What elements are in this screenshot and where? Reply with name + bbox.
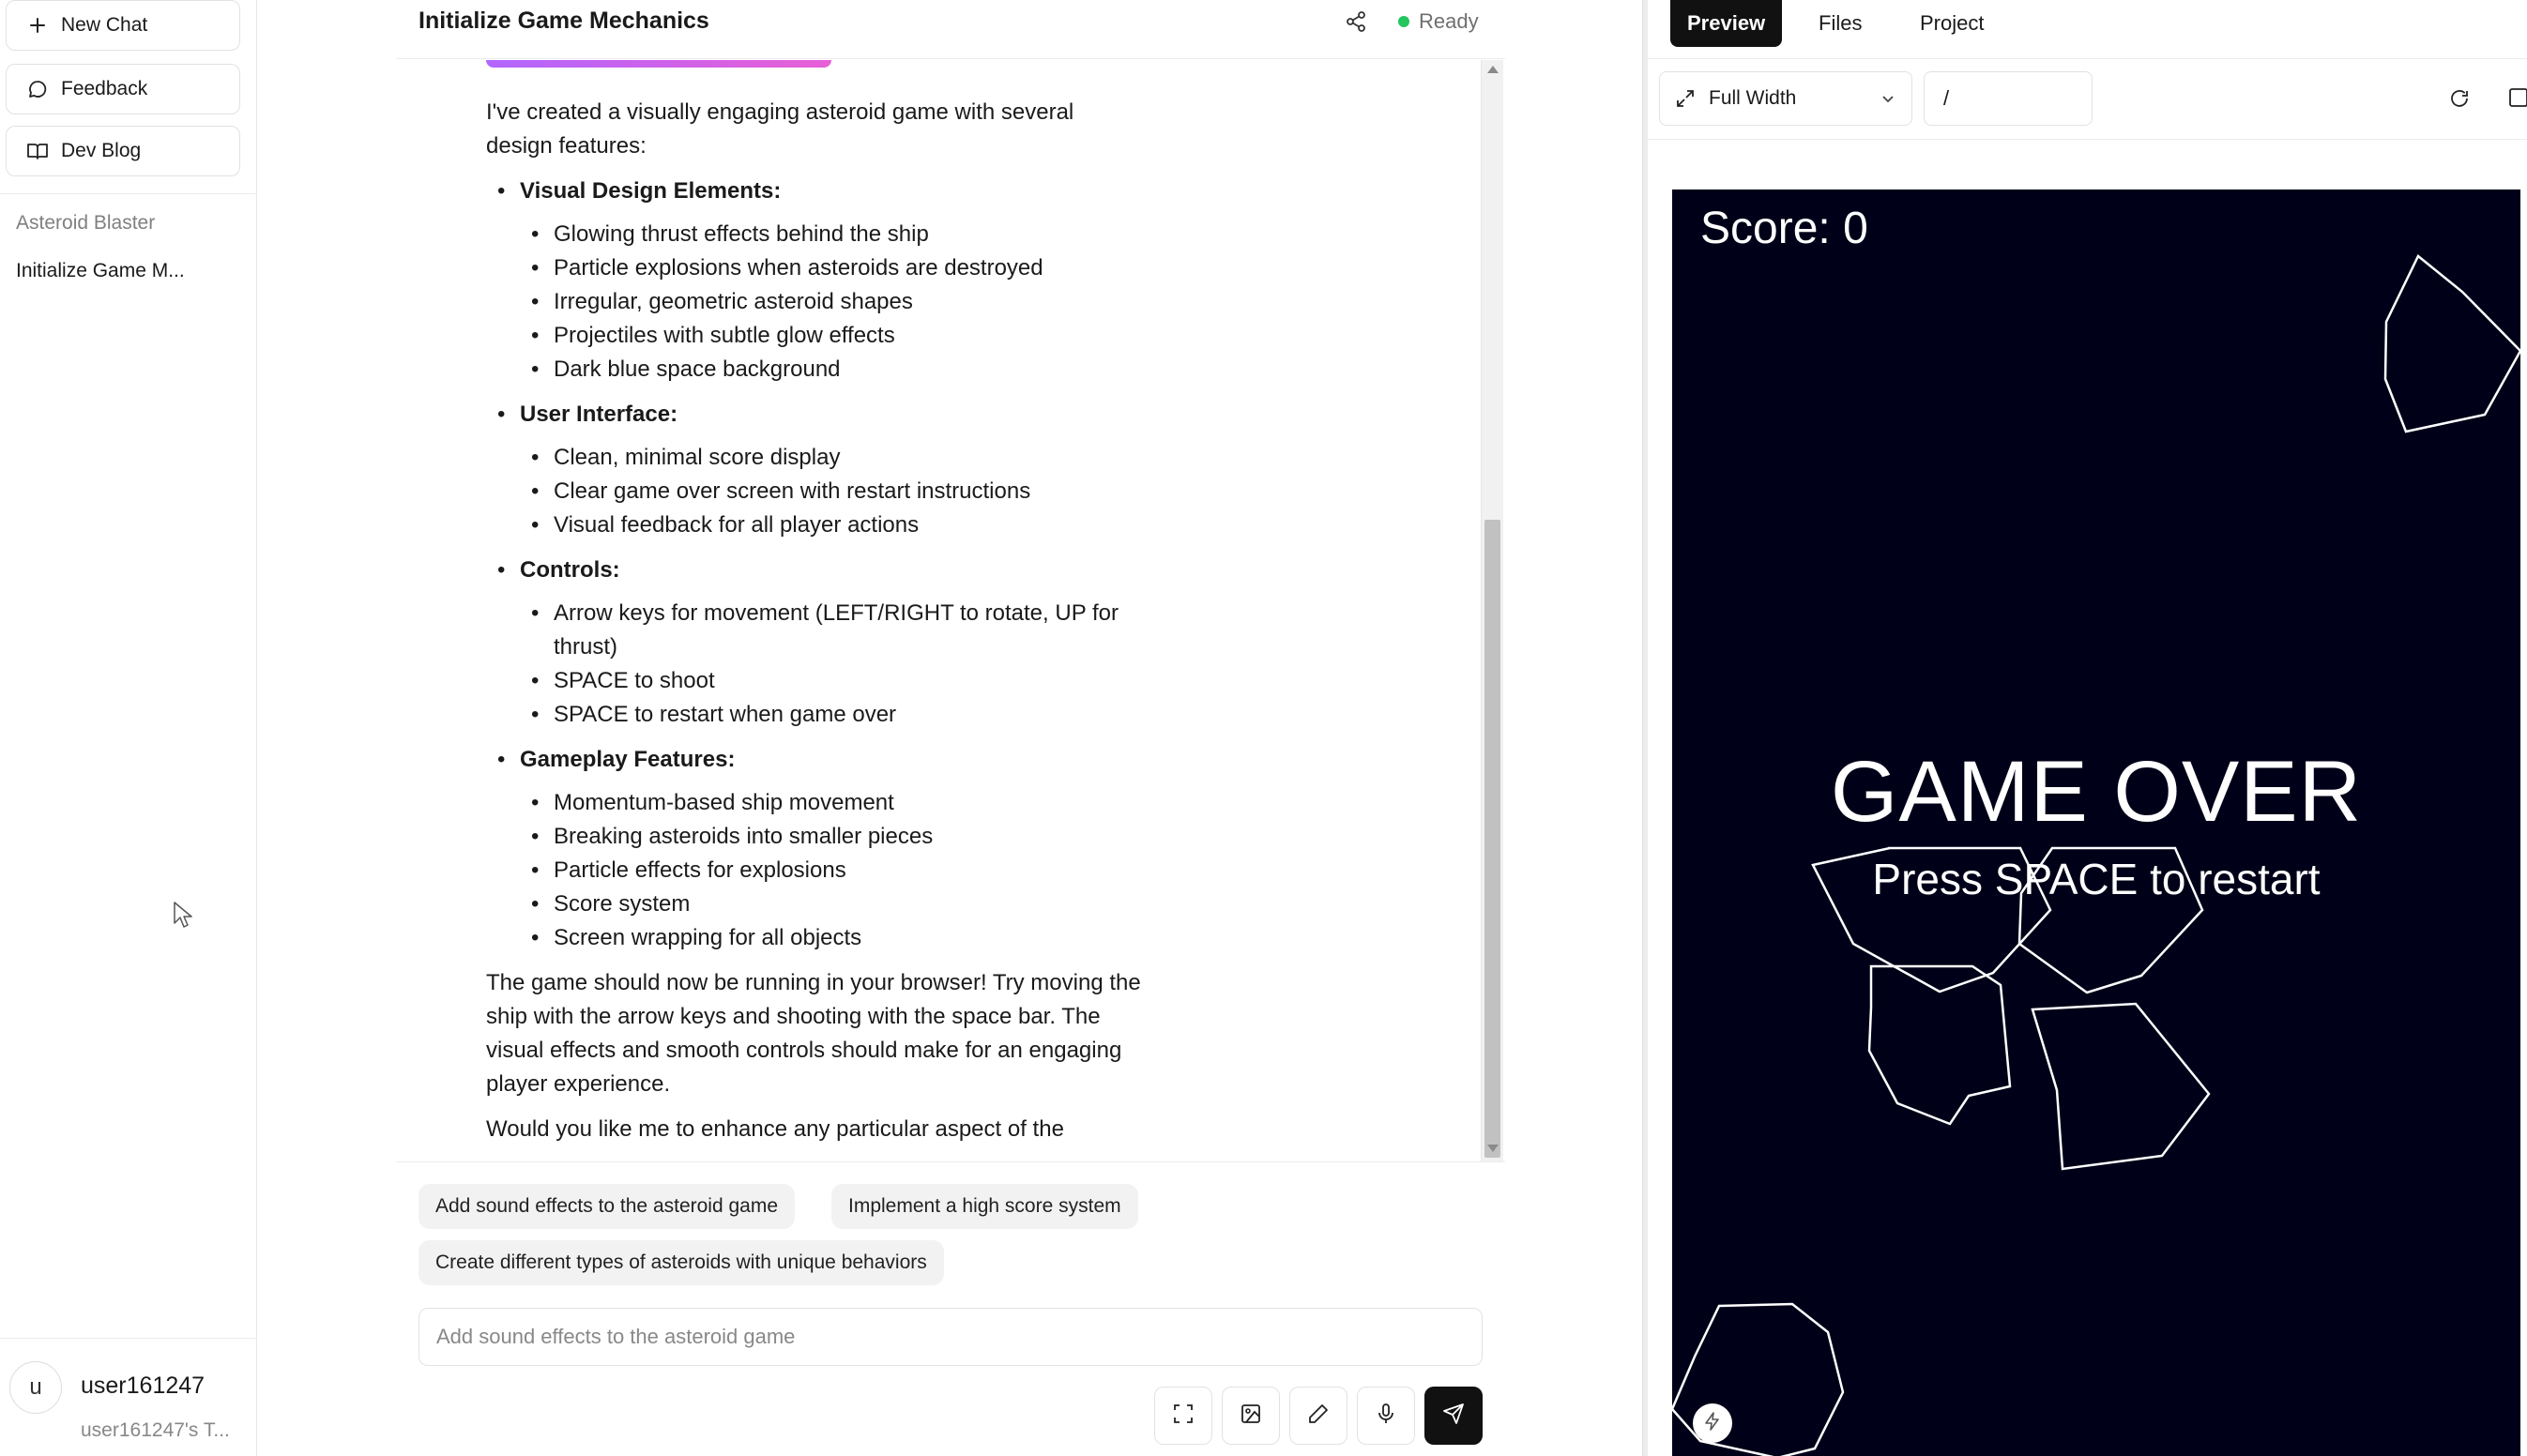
tab-files[interactable]: Files [1819,11,1863,35]
chat-input[interactable]: Add sound effects to the asteroid game [419,1308,1483,1366]
assistant-message [486,96,1143,1158]
message-icon [25,77,50,101]
message-closing: The game should now be running in your browser! Try moving the ship with the arrow keys and shooting with the space bar. The visual effects and smooth controls should make for an engaging player experience. [486,970,1141,1097]
status-dot [1398,16,1409,27]
scroll-down-arrow-icon[interactable] [1487,1145,1499,1152]
project-section-title: Asteroid Blaster [16,212,156,234]
send-icon [1442,1403,1465,1430]
feature-item: • SPACE to restart when game over [520,698,1143,732]
message-list [396,60,1505,1161]
microphone-icon [1375,1403,1397,1430]
refresh-icon[interactable] [2443,83,2475,114]
share-icon[interactable] [1342,8,1370,36]
score-display: Score: 0 [1700,204,1868,253]
panel-resize-handle[interactable] [1642,0,1648,1456]
suggestion-chip[interactable]: Implement a high score system [831,1184,1138,1229]
asteroid [2032,1004,2209,1169]
preview-path-input[interactable]: / [1924,71,2093,126]
new-chat-label: New Chat [61,14,148,36]
quick-action-button[interactable] [1693,1403,1732,1443]
feature-item: • Particle explosions when asteroids are destroyed [520,251,1143,285]
feature-heading: • User Interface: [520,402,678,427]
scroll-up-arrow-icon[interactable] [1487,66,1499,73]
feature-item: • Glowing thrust effects behind the ship [520,218,1143,251]
pencil-icon [1307,1403,1330,1430]
feature-item: • Breaking asteroids into smaller pieces [520,820,1143,854]
status-indicator [1398,9,1479,34]
feature-item: • Dark blue space background [520,353,1143,387]
gradient-accent-bar [486,60,831,68]
feature-item: • Clean, minimal score display [520,441,1143,475]
edit-button[interactable] [1289,1387,1347,1445]
chat-title: Initialize Game Mechanics [419,8,709,34]
dev-blog-button[interactable] [6,126,240,176]
diagonal-expand-icon [1675,88,1696,109]
send-button[interactable] [1424,1387,1483,1445]
tab-project[interactable]: Project [1920,11,1985,35]
user-name: user161247 [81,1373,206,1399]
chat-header-divider [396,58,1505,59]
feature-section [486,174,1143,387]
fullscreen-button[interactable] [1154,1387,1212,1445]
dev-blog-label: Dev Blog [61,140,142,161]
user-profile[interactable] [0,1338,257,1456]
message-followup: Would you like me to enhance any particular aspect of the [486,1116,1064,1142]
feature-heading: • Gameplay Features: [520,747,736,772]
feature-item: • Irregular, geometric asteroid shapes [520,285,1143,319]
feature-heading: • Visual Design Elements: [520,178,782,204]
messages-divider [396,1161,1505,1162]
viewport-width-select[interactable] [1659,71,1912,126]
feature-item: • Screen wrapping for all objects [520,921,1143,955]
lightning-icon [1702,1411,1723,1436]
new-chat-button[interactable] [6,0,240,51]
feedback-label: Feedback [61,78,148,99]
image-icon [1240,1403,1262,1430]
chat-scrollbar[interactable] [1481,60,1503,1161]
image-upload-button[interactable] [1222,1387,1280,1445]
sidebar-divider [0,193,257,194]
status-text: Ready [1419,9,1479,33]
sidebar [0,0,257,1456]
message-intro: I've created a visually engaging asteroid game with several design features: [486,99,1074,159]
user-team: user161247's T... [81,1419,230,1441]
feature-item: • Visual feedback for all player actions [520,508,1143,542]
game-canvas[interactable] [1672,190,2520,1456]
open-in-new-tab-icon[interactable] [2507,84,2527,113]
feature-item: • Score system [520,887,1143,921]
feature-list [486,174,1143,955]
feature-item: • Momentum-based ship movement [520,786,1143,820]
viewport-width-value: Full Width [1709,87,1797,109]
toolbar-divider [1648,139,2527,140]
book-icon [25,139,50,163]
feature-item: • Arrow keys for movement (LEFT/RIGHT to rotate, UP for thrust) [520,597,1143,664]
feature-item: • SPACE to shoot [520,664,1143,698]
plus-icon [25,13,50,38]
game-over-title: GAME OVER [1830,744,2363,840]
feature-heading: • Controls: [520,557,620,583]
suggestion-chip[interactable]: Add sound effects to the asteroid game [419,1184,795,1229]
feedback-button[interactable] [6,64,240,114]
restart-instructions: Press SPACE to restart [1872,855,2321,903]
tabs-divider [1648,58,2527,59]
tab-preview[interactable]: Preview [1670,0,1782,47]
feature-item: • Particle effects for explosions [520,854,1143,887]
asteroid [1869,966,2010,1124]
voice-button[interactable] [1357,1387,1415,1445]
feature-section [486,554,1143,732]
chevron-down-icon [1880,90,1896,107]
avatar[interactable]: u [9,1361,62,1414]
feature-item: • Projectiles with subtle glow effects [520,319,1143,353]
suggestion-chip[interactable]: Create different types of asteroids with unique behaviors [419,1240,944,1285]
mouse-cursor-icon [173,901,193,929]
expand-icon [1172,1403,1195,1430]
scroll-thumb[interactable] [1484,520,1500,1158]
sidebar-chat-item[interactable]: Initialize Game M... [16,260,185,281]
feature-section [486,398,1143,542]
feature-item: • Clear game over screen with restart instructions [520,475,1143,508]
feature-section [486,743,1143,955]
